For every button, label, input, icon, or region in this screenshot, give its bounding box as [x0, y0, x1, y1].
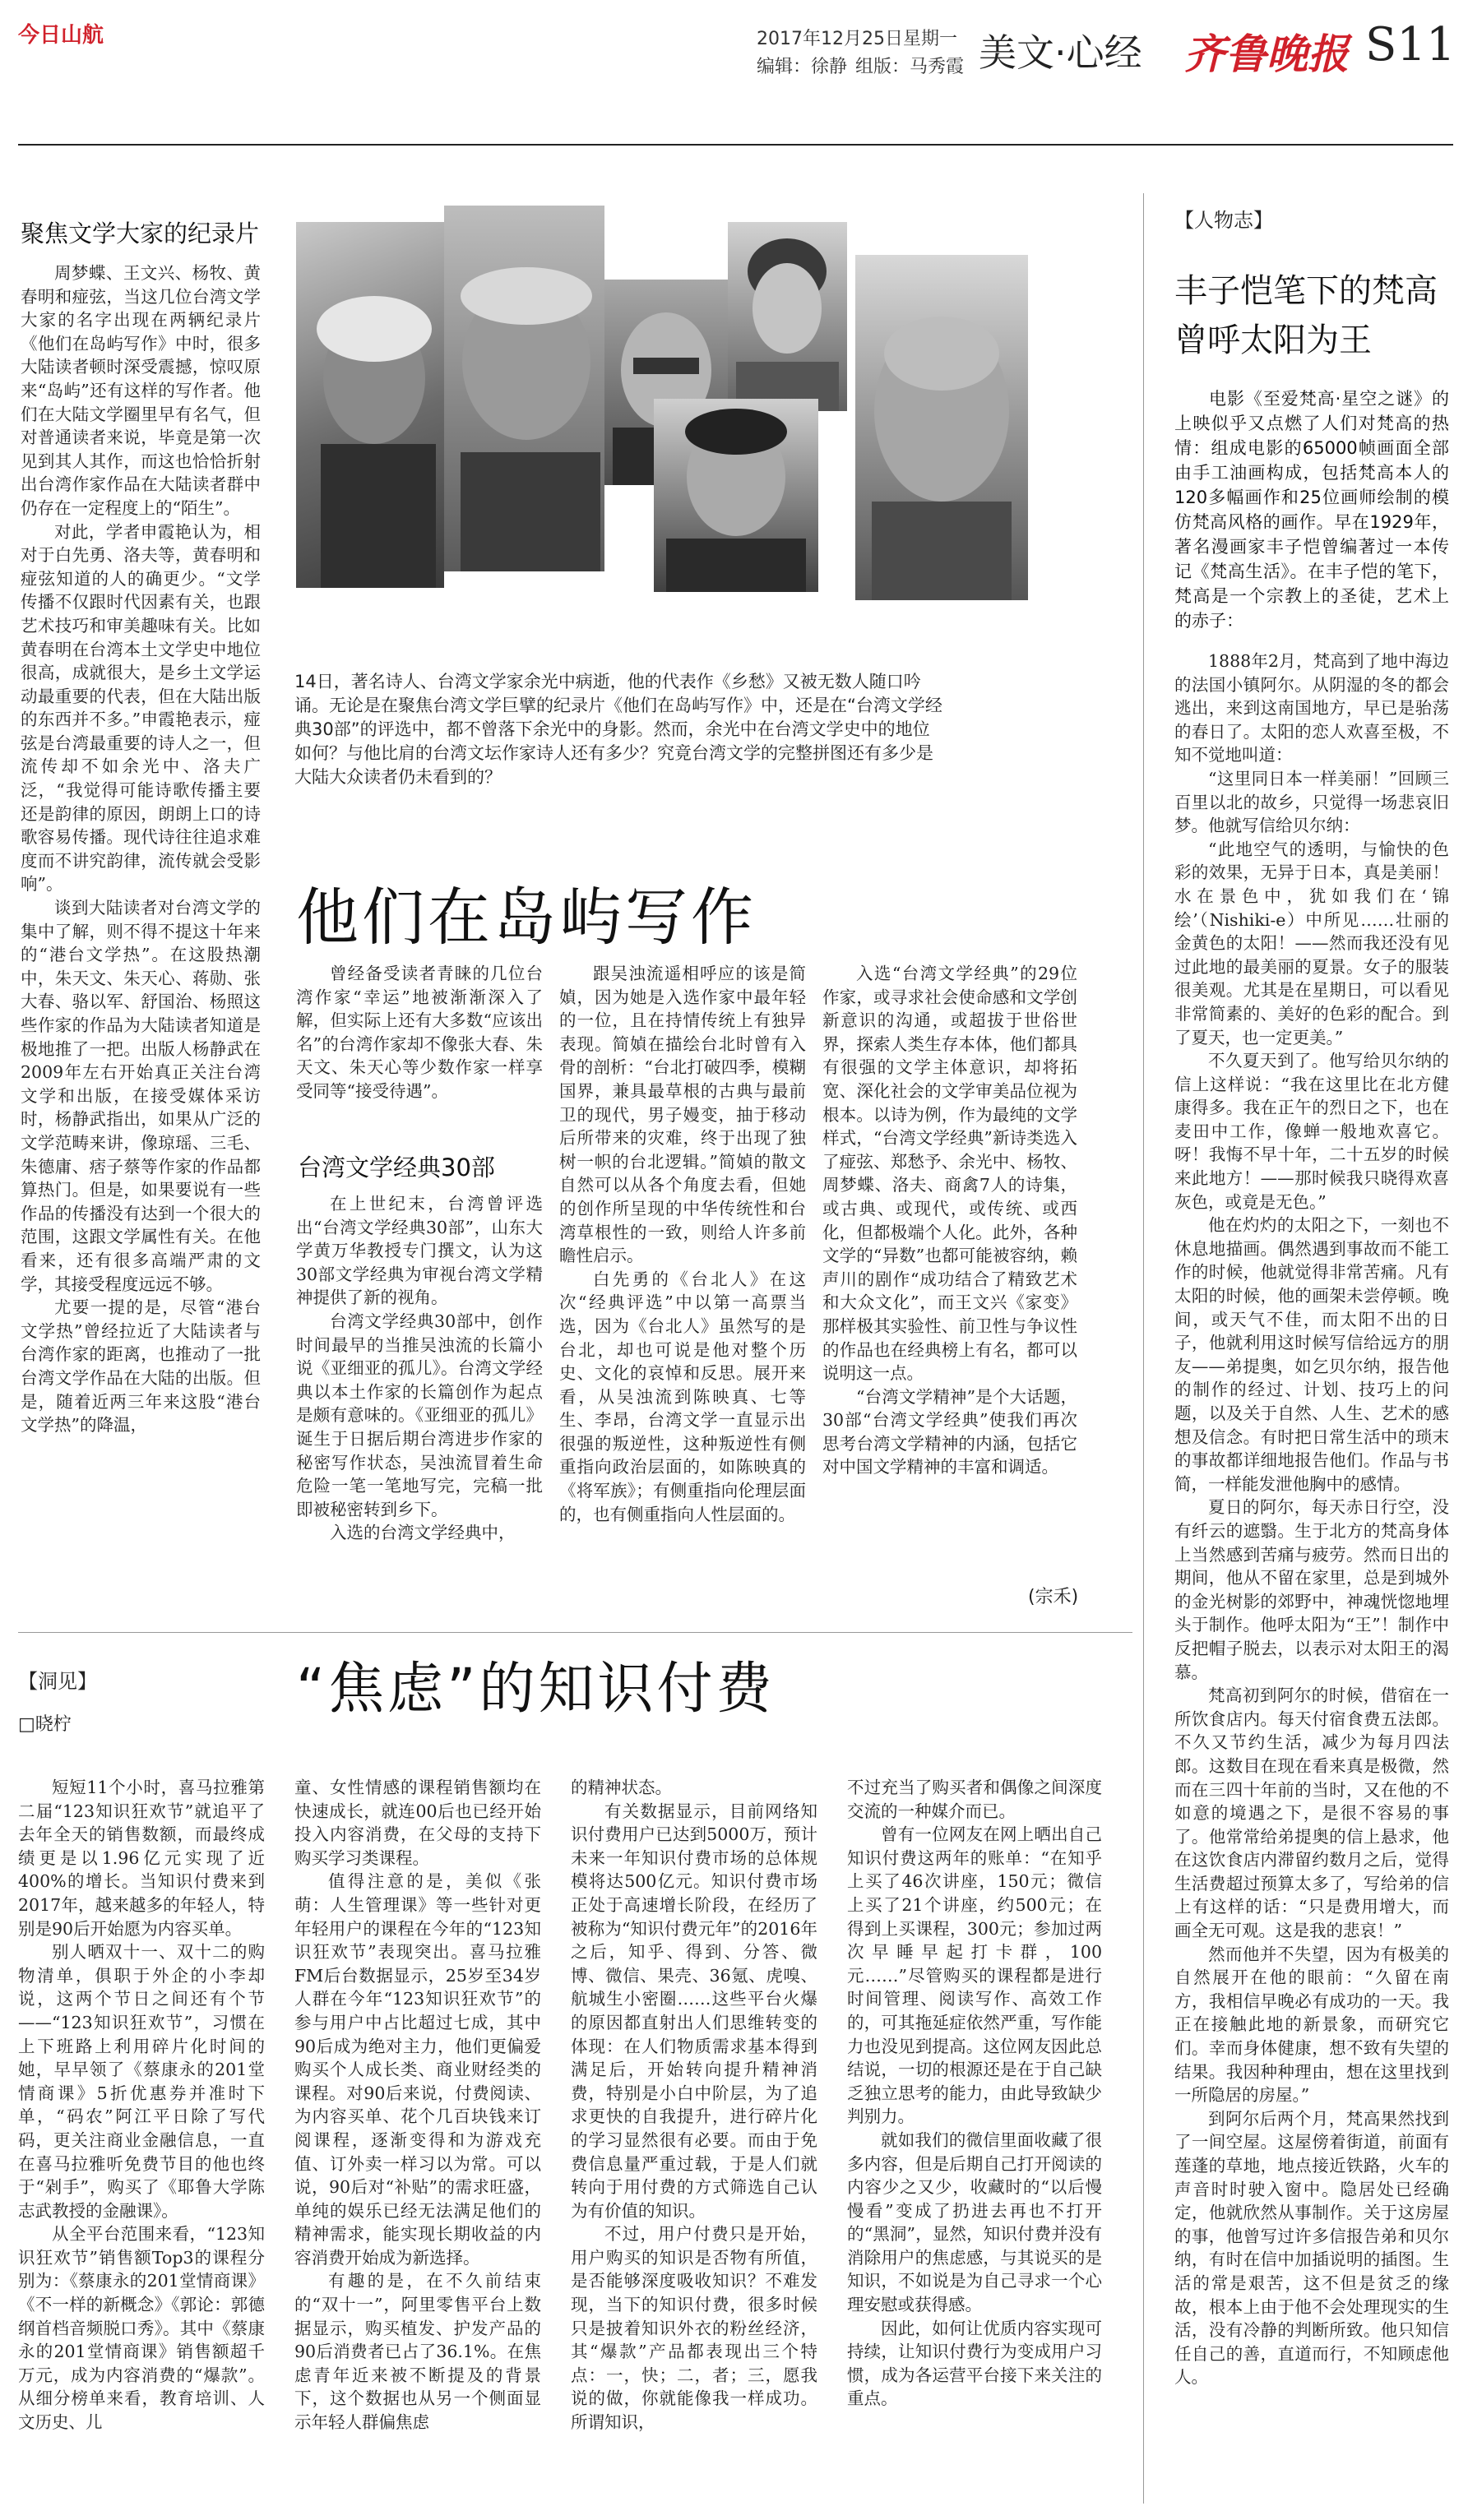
paragraph: 从全平台范围来看，“123知识狂欢节”销售额Top3的课程分别为：《蔡康永的201堂情商课》《不一样的新概念》《郭论：郭德纲首档音频脱口秀》。其中《蔡康永的201堂情商课》销售额超千万元，成为内容消费的“爆款”。从细分榜单来看，教育培训、人文历史、儿	[18, 2224, 265, 2433]
portrait-photo	[654, 399, 818, 592]
paragraph: 对此，学者申霞艳认为，相对于白先勇、洛夫等，黄春明和痖弦知道的人的确更少。“文学传播不仅跟时代因素有关，也跟艺术技巧和审美趣味有关。比如黄春明在台湾本土文学史中地位很高，成就很大，是乡土文学运动最重要的代表，但在大陆出版的东西并不多。”申霞艳表示，痖弦是台湾最重要的诗人之一，但流传却不如余光中、洛夫广泛，“我觉得可能诗歌传播主要还是韵律的原因，朗朗上口的诗歌容易传播。现代诗往往追求难度而不讲究韵律，流传就会受影响”。	[21, 521, 261, 895]
article-column	[559, 962, 806, 1603]
lead-paragraph: 电影《至爱梵高·星空之谜》的上映似乎又点燃了人们对梵高的热情：组成电影的65000帧画面全部由手工油画构成，包括梵高本人的120多幅画作和25位画师绘制的模仿梵高风格的画作。早在1929年，著名漫画家丰子恺曾编著过一本传记《梵高生活》。在丰子恺的笔下，梵高是一个宗教上的圣徒，艺术上的赤子：	[1174, 389, 1449, 631]
paragraph: “这里同日本一样美丽！”回顾三百里以北的故乡，只觉得一场悲哀旧梦。他就写信给贝尔纳：	[1174, 768, 1449, 836]
sidebar-headline: 丰子恺笔下的梵高	[1174, 272, 1438, 310]
paragraph: 有关数据显示，目前网络知识付费用户已达到5000万，预计未来一年知识付费市场的总体规模将达500亿元。知识付费市场正处于高速增长阶段，在经历了被称为“知识付费元年”的2016年之后，知乎、得到、分答、微博、微信、果壳、36氪、虎嗅、航城生小密圈……这些平台火爆的原因都直射出人们思维转变的体现：在人们物质需求基本得到满足后，开始转向提升精神消费，特别是小白中阶层，为了追求更快的自我提升，进行碎片化的学习显然很有必要。而由于免费信息量严重过载，于是人们就转向于用付费的方式筛选自己认为有价值的知识。	[571, 1801, 817, 2221]
paragraph: 夏日的阿尔，每天赤日行空，没有纤云的遮翳。生于北方的梵高身体上当然感到苦痛与疲劳。然而日出的期间，他从不留在家里，总是到城外的金光树影的郊野中，神魂恍惚地埋头于制作。他呼太阳为“王”！制作中反把帽子脱去，以表示对太阳王的渴慕。	[1174, 1497, 1449, 1682]
article-column	[296, 1192, 543, 1603]
article-column	[822, 962, 1077, 1603]
portrait-photo	[855, 255, 1028, 600]
portrait-collage	[296, 206, 1086, 650]
issue-weekday: 星期一	[903, 29, 958, 49]
header-rule	[18, 144, 1453, 146]
issue-date: 2017年12月25日	[757, 29, 903, 49]
portrait-photo	[728, 222, 847, 411]
subhead: 台湾文学经典30部	[298, 1154, 495, 1181]
sidebar-lead	[1174, 386, 1449, 633]
section-divider	[18, 1632, 1132, 1633]
paragraph: 不过，用户付费只是开始，用户购买的知识是否物有所值，是否能够深度吸收知识？不难发现，当下的知识付费，很多时候只是披着知识外衣的粉丝经济，其“爆款”产品都表现出三个特点：一，快；二，者；三，愿我说的做，你就能像我一样成功。所谓知识，	[571, 2224, 817, 2433]
paragraph: 不过充当了购买者和偶像之间深度交流的一种媒介而已。	[847, 1778, 1102, 1821]
paragraph: “此地空气的透明，与愉快的色彩的效果，无异于日本，真是美丽！水在景色中，犹如我们在‘锦绘’（Nishiki-e）中所见……壮丽的金黄色的太阳！——然而我还没有见过此地的最美丽的夏景。女子的服装很美观。尤其是在星期日，可以看见非常简素的、美好的色彩的配合。到了夏天，也一定更美。”	[1174, 839, 1449, 1047]
column-divider	[1143, 193, 1144, 2504]
portrait-photo	[444, 206, 604, 571]
paragraph: 的精神状态。	[571, 1778, 672, 1797]
portrait-photo	[296, 222, 444, 588]
article-column	[18, 1776, 265, 2504]
paragraph: 不久夏天到了。他写给贝尔纳的信上这样说：“我在这里比在北方健康得多。我在正午的烈日之下，也在麦田中工作，像蝉一般地欢喜它。呀！我悔不早十年，二十五岁的时候来此地方！——那时候我只晓得欢喜灰色，或竟是无色。”	[1174, 1051, 1449, 1212]
paragraph: 跟吴浊流遥相呼应的该是简媜，因为她是入选作家中最年轻的一位，且在持情传统上有独异表现。简媜在描绘台北时曾有入骨的剖析：“台北打破四季，模糊国界，兼具最草根的古典与最前卫的现代，男子嫚变，抽于移动后所带来的灾难，终于出现了独树一帜的台北逻辑。”简媜的散文自然可以从各个角度去看，但她的创作所呈现的中华传统性和台湾草根性的一致，则给人许多前瞻性启示。	[559, 964, 806, 1266]
paragraph: 就如我们的微信里面收藏了很多内容，但是后期自己打开阅读的内容少之又少，收藏时的“以后慢慢看”变成了扔进去再也不打开的“黑洞”，显然，知识付费并没有消除用户的焦虑感，与其说买的是知识，不如说是为自己寻求一个心理安慰或获得感。	[847, 2129, 1102, 2315]
sidebar-headline: 曾呼太阳为王	[1174, 321, 1372, 359]
paragraph: 1888年2月，梵高到了地中海边的法国小镇阿尔。从阴湿的冬的都会逃出，来到这南国地方，早已是骀荡的春日了。太阳的恋人欢喜至极，不知不觉地叫道：	[1174, 651, 1449, 765]
editor-credit: 编辑：徐静	[757, 57, 848, 77]
sidebar-body	[1174, 650, 1449, 2504]
byline: □晓柠	[18, 1714, 72, 1735]
today-label: 今日山航	[18, 23, 104, 48]
layout-credit: 组版：马秀霞	[855, 57, 965, 77]
paragraph: 尤要一提的是，尽管“港台文学热”曾经拉近了大陆读者与台湾作家的距离，也推动了一批台湾文学作品在大陆的出版。但是，随着近两三年来这股“港台文学热”的降温，	[21, 1297, 261, 1436]
article-column	[294, 1776, 541, 2504]
paragraph: 值得注意的是，美似《张萌：人生管理课》等一些针对更年轻用户的课程在今年的“123知识狂欢节”表现突出。喜马拉雅FM后台数据显示，25岁至34岁人群在今年“123知识狂欢节”的参与用户中占比超过七成，其中90后成为绝对主力，他们更偏爱购买个人成长类、商业财经类的课程。对90后来说，付费阅读、为内容买单、花个几百块钱来订阅课程，逐渐变得和为游戏充值、订外卖一样习以为常。可以说，90后对“补贴”的需求旺盛，单纯的娱乐已经无法满足他们的精神需求，能实现长期收益的内容消费开始成为新选择。	[294, 1871, 541, 2268]
article-column	[571, 1776, 817, 2504]
paragraph: 曾经备受读者青睐的几位台湾作家“幸运”地被渐渐深入了解，但实际上还有大多数“应该出名”的台湾作家却不像张大春、朱天文、朱天心等少数作家一样享受同等“接受待遇”。	[296, 964, 543, 1101]
paragraph: “台湾文学精神”是个大话题，30部“台湾文学经典”使我们再次思考台湾文学精神的内涵，包括它对中国文学精神的丰富和调适。	[822, 1386, 1077, 1477]
paragraph: 短短11个小时，喜马拉雅第二届“123知识狂欢节”就追平了去年全天的销售数额，而最终成绩更是以1.96亿元实现了近400%的增长。当知识付费来到2017年，越来越多的年轻人，特别是90后开始愿为内容买单。	[18, 1778, 265, 1939]
paragraph: 到阿尔后两个月，梵高果然找到了一间空屋。这屋傍着街道，前面有莲蓬的草地，地点接近铁路，火车的声音时时驶入窗中。隐居处已经确定，他就欣然从事制作。关于这房屋的事，他曾写过许多信报告弟和贝尔纳，有时在信中加插说明的插图。生活的常是艰苦，这不但是贫乏的缘故，根本上由于他不会处理现实的生活，没有冷静的判断所致。他只知信任自己的善，直道而行，不知顾虑他人。	[1174, 2108, 1449, 2388]
sidebar-title: 聚焦文学大家的纪录片	[21, 220, 260, 247]
section-tag: 【人物志】	[1174, 209, 1273, 232]
paragraph: 他在灼灼的太阳之下，一刻也不休息地描画。偶然遇到事故而不能工作的时候，他就觉得非常苦痛。凡有太阳的时候，他的画架未尝停顿。晚间，或天气不佳，而太阳不出的日子，他就利用这时候写信给远方的朋友——弟提奥，如乞贝尔纳，报告他的制作的经过、计划、技巧上的问题，以及关于自然、人生、艺术的感想及信念。有时把日常生活中的琐末的事故都详细地报告他们。作品与书简，一样能发泄他胸中的感情。	[1174, 1215, 1449, 1494]
paragraph: 童、女性情感的课程销售额均在快速成长，就连00后也已经开始投入内容消费，在父母的支持下购买学习类课程。	[294, 1778, 541, 1868]
paragraph: 然而他并不失望，因为有极美的自然展开在他的眼前：“久留在南方，我相信早晚必有成功的一天。我正在接触此地的新景象，而研究它们。幸而身体健康，想不致有失望的结果。我因种种理由，想在这里找到一所隐居的房屋。”	[1174, 1944, 1449, 2106]
second-headline: “焦虑”的知识付费	[296, 1657, 776, 1722]
section-tag: 【洞见】	[18, 1670, 97, 1693]
article-author: (宗禾)	[1028, 1587, 1079, 1607]
paragraph: 周梦蝶、王文兴、杨牧、黄春明和痖弦，当这几位台湾文学大家的名字出现在两辆纪录片《他们在岛屿写作》中时，很多大陆读者顿时深受震撼，惊叹原来“岛屿”还有这样的写作者。他们在大陆文学圈里早有名气，但对普通读者来说，毕竟是第一次见到其人其作，而这也恰恰折射出台湾作家作品在大陆读者群中仍存在一定程度上的“陌生”。	[21, 263, 261, 518]
paragraph: 因此，如何让优质内容实现可持续，让知识付费行为变成用户习惯，成为各运营平台接下来关注的重点。	[847, 2318, 1102, 2409]
article-column	[847, 1776, 1102, 2504]
paragraph: 谈到大陆读者对台湾文学的集中了解，则不得不提这十年来的“港台文学热”。在这股热潮中，朱天文、朱天心、蒋勋、张大春、骆以军、舒国治、杨照这些作家的作品为大陆读者知道是极地推了一把。出版人杨静武在2009年左右开始真正关注台湾文学和出版，在接受媒体采访时，杨静武指出，如果从广泛的文学范畴来讲，像琼瑶、三毛、朱德庸、痞子蔡等作家的作品都算热门。但是，如果要说有一些作品的传播没有达到一个很大的范围，这跟文学属性有关。在他看来，还有很多高端严肃的文学，其接受程度远远不够。	[21, 898, 261, 1294]
page-number: S11	[1365, 18, 1456, 72]
paragraph: 曾有一位网友在网上晒出自己知识付费这两年的账单：“在知乎上买了46次讲座，150元；微信上买了21个讲座，约500元；在得到上买课程，300元；参加过两次早睡早起打卡群，100元……”尽管购买的课程都是进行时间管理、阅读写作、高效工作的，可其拖延症依然严重，写作能力也没见到提高。这位网友因此总结说，一切的根源还是在于自己缺乏独立思考的能力，由此导致缺少判别力。	[847, 1824, 1102, 2127]
paragraph: 别人晒双十一、双十二的购物清单，俱职于外企的小李却说，这两个节日之间还有个节——“123知识狂欢节”，习惯在上下班路上利用碎片化时间的她，早早领了《蔡康永的201堂情商课》5折优惠券并准时下单，“码农”阿江平日除了写代码，更关注商业金融信息，一直在喜马拉雅听免费节目的他也终于“剁手”，购买了《耶鲁大学陈志武教授的金融课》。	[18, 1942, 265, 2221]
article-column	[296, 962, 543, 1103]
paragraph: 白先勇的《台北人》在这次“经典评选”中以第一高票当选，因为《台北人》虽然写的是台北，却也可说是他对整个历史、文化的哀悼和反思。展开来看，从吴浊流到陈映真、七等生、李昂，台湾文学一直显示出很强的叛逆性，这种叛逆性有侧重指向政治层面的，如陈映真的《将军族》；有侧重指向伦理层面的，也有侧重指向人性层面的。	[559, 1269, 806, 1524]
section-title: 美文·心经	[979, 30, 1142, 75]
paragraph: 台湾文学经典30部中，创作时间最早的当推吴浊流的长篇小说《亚细亚的孤儿》。台湾文学经典以本土作家的长篇创作为起点是颇有意味的。《亚细亚的孤儿》诞生于日据后期台湾进步作家的秘密写作状态，吴浊流冒着生命危险一笔一笔地写完，完稿一批即被秘密转到乡下。	[296, 1311, 543, 1519]
sidebar-body	[21, 261, 261, 1626]
paragraph: 梵高初到阿尔的时候，借宿在一所饮食店内。每天付宿食费五法郎。不久又节约生活，减少为每月四法郎。这数目在现在看来真是极微，然而在三四十年前的当时，又在他的不如意的境遇之下，是很不容易的事了。他常常给弟提奥的信上悬求，他在这饮食店内滞留约数月之后，觉得生活费超过预算太多了，写给弟的信上有这样的话：“只是费用增大，而画全无可观。这是我的悲哀！”	[1174, 1685, 1449, 1941]
photo-caption: 14日，著名诗人、台湾文学家余光中病逝，他的代表作《乡愁》又被无数人随口吟诵。无论是在聚焦台湾文学巨擘的纪录片《他们在岛屿写作》中，还是在“台湾文学经典30部”的评选中，都不曾落下余光中的身影。然而，余光中在台湾文学史中的地位如何？与他比肩的台湾文坛作家诗人还有多少？究竟台湾文学的完整拼图还有多少是大陆大众读者仍未看到的？	[294, 672, 942, 787]
newspaper-logo: 齐鲁晚报	[1184, 30, 1349, 78]
main-headline: 他们在岛屿写作	[296, 881, 757, 954]
paragraph: 入选“台湾文学经典”的29位作家，或寻求社会使命感和文学创新意识的沟通，或超拔于世俗世界，探索人类生存本体，他们都具有很强的文学主体意识，却将拓宽、深化社会的文学审美品位视为根本。以诗为例，作为最纯的文学样式，“台湾文学经典”新诗类选入了痖弦、郑愁予、余光中、杨牧、周梦蝶、洛夫、商禽7人的诗集，或古典、或现代，或传统、或西化，但都极端个人化。此外，各种文学的“异数”也都可能被容纳，赖声川的剧作“成功结合了精致艺术和大众文化”，而王文兴《家变》那样极其实验性、前卫性与争议性的作品也在经典榜上有名，都可以说明这一点。	[822, 964, 1077, 1384]
paragraph: 有趣的是，在不久前结束的“双十一”，阿里零售平台上数据显示，购买植发、护发产品的90后消费者已占了36.1%。在焦虑青年近来被不断提及的背景下，这个数据也从另一个侧面显示年轻人群偏焦虑	[294, 2271, 541, 2433]
paragraph: 入选的台湾文学经典中，	[330, 1523, 516, 1543]
paragraph: 在上世纪末，台湾曾评选出“台湾文学经典30部”，山东大学黄万华教授专门撰文，认为这30部文学经典为审视台湾文学精神提供了新的视角。	[296, 1194, 543, 1308]
